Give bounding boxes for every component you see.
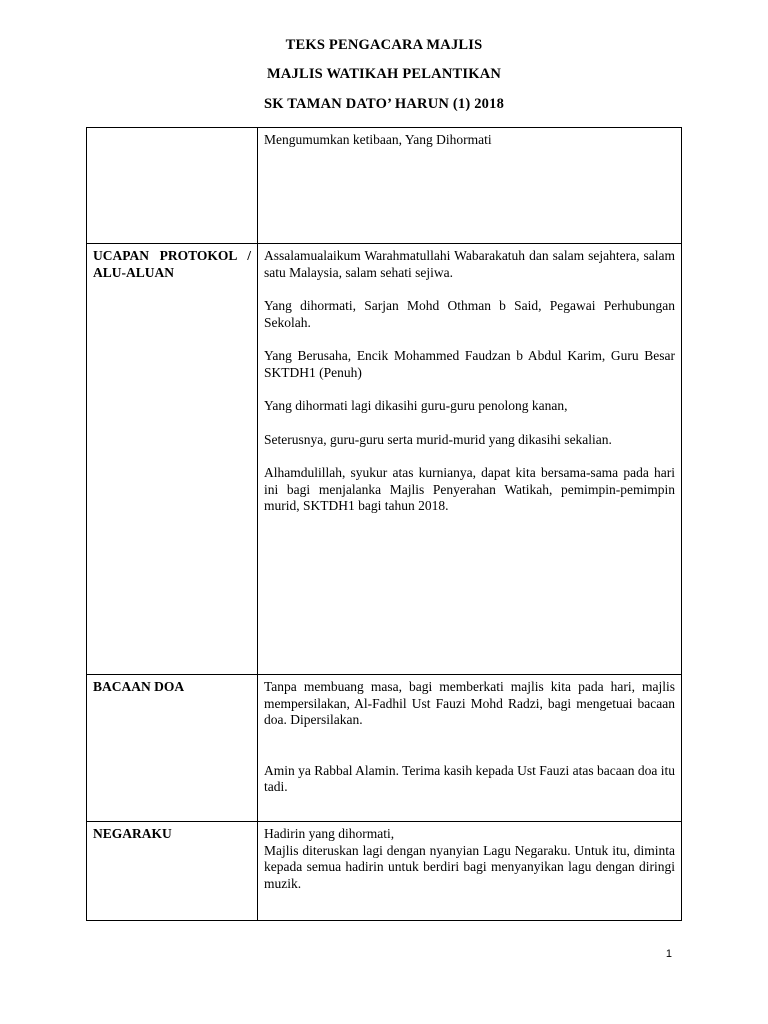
row-label: NEGARAKU [87,822,258,921]
row-content [258,128,682,244]
row-label [87,128,258,244]
table-row [87,675,682,822]
document-title: TEKS PENGACARA MAJLIS [285,37,483,53]
paragraph: Yang dihormati lagi dikasihi guru-guru penolong kanan, [264,398,568,413]
paragraph: Yang Berusaha, Encik Mohammed Faudzan b Abdul Karim, Guru Besar SKTDH1 (Penuh) [264,348,675,380]
table-row [87,822,682,921]
paragraph: Yang dihormati, Sarjan Mohd Othman b Said, Pegawai Perhubungan Sekolah. [264,298,675,330]
paragraph: Seterusnya, guru-guru serta murid-murid yang dikasihi sekalian. [264,431,612,447]
event-title: MAJLIS WATIKAH PELANTIKAN [266,66,502,82]
paragraph: Mengumumkan ketibaan, Yang Dihormati [264,132,492,147]
row-content [258,822,682,921]
row-content [258,244,682,675]
script-table [86,127,682,921]
row-content [258,675,682,822]
paragraph: Alhamdulillah, syukur atas kurnianya, dapat kita bersama-sama pada hari ini bagi menjalanka Majlis Penyerahan Watikah, pemimpin-pemimpin murid, SKTDH1 bagi tahun 2018. [264,465,675,513]
table-row [87,128,682,244]
paragraph: Assalamualaikum Warahmatullahi Wabarakatuh dan salam sejahtera, salam satu Malaysia, salam sehati sejiwa. [264,248,675,280]
paragraph: Tanpa membuang masa, bagi memberkati majlis kita pada hari, majlis mempersilakan, Al-Fadhil Ust Fauzi Mohd Radzi, bagi mengetuai bacaan doa. Dipersilakan. [264,679,675,727]
paragraph: Hadirin yang dihormati, [264,826,395,841]
paragraph: Amin ya Rabbal Alamin. Terima kasih kepada Ust Fauzi atas bacaan doa itu tadi. [264,762,675,794]
school-title: SK TAMAN DATO’ HARUN (1) 2018 [263,96,505,112]
table-row [87,244,682,675]
paragraph: Majlis diteruskan lagi dengan nyanyian Lagu Negaraku. Untuk itu, diminta kepada semua hadirin untuk berdiri bagi menyanyikan lagu dengan diringi muzik. [264,842,675,891]
row-label: UCAPAN PROTOKOL / ALU-ALUAN [87,244,258,675]
row-label: BACAAN DOA [87,675,258,822]
page-number: 1 [665,948,672,960]
